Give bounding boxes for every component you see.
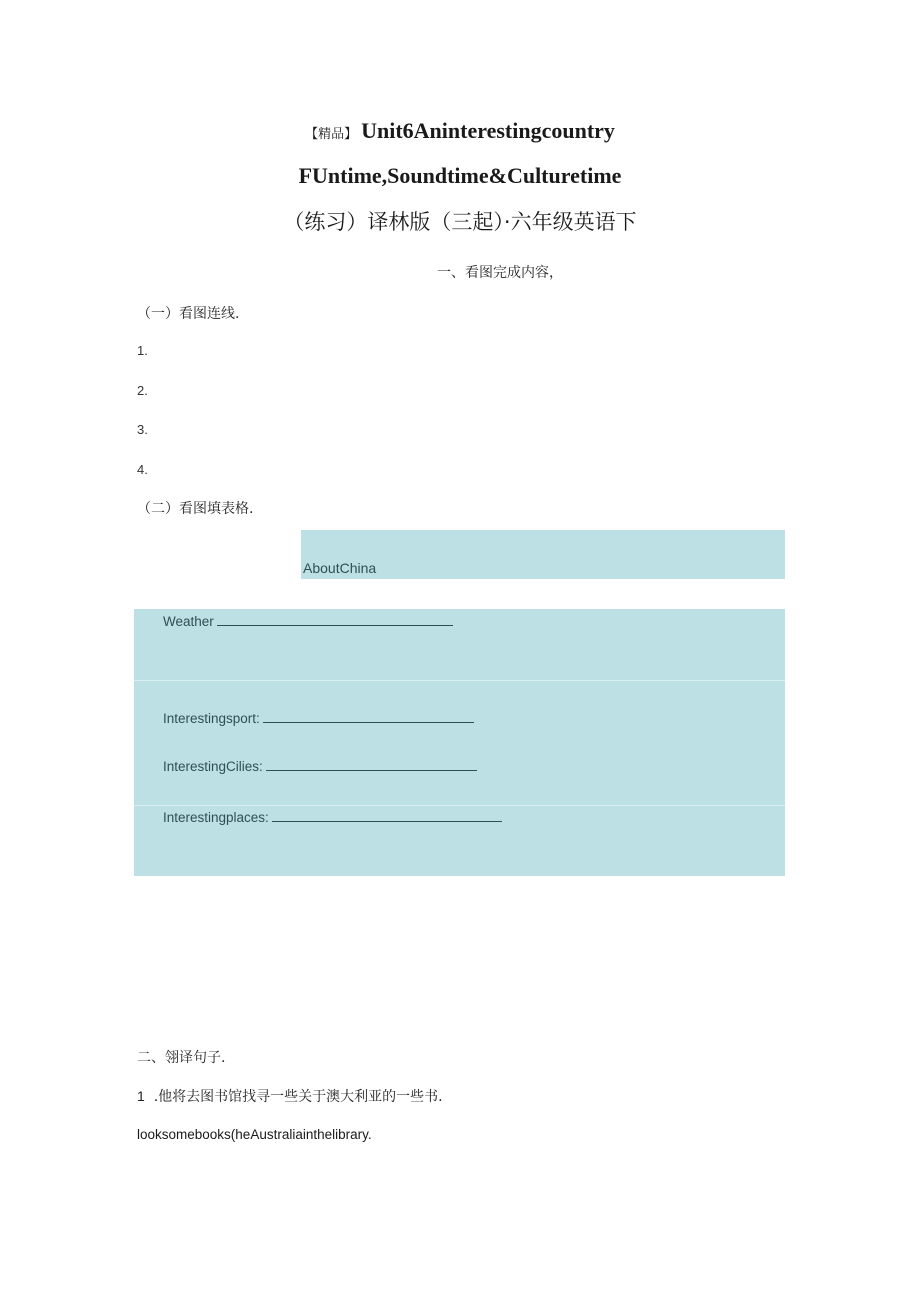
title-unit: Unit6Aninterestingcountry — [361, 118, 615, 143]
title-prefix: 【精品】 — [305, 127, 358, 142]
sport-blank[interactable] — [263, 710, 474, 723]
question-1-chinese: .他将去图书馆找寻一些关于澳大利亚的一些书. — [153, 1089, 443, 1105]
places-field — [163, 809, 502, 825]
table-divider — [134, 680, 785, 681]
table-title-box — [301, 530, 785, 579]
info-table — [134, 609, 785, 876]
places-blank[interactable] — [272, 809, 502, 822]
question-1-number: 1 — [137, 1088, 145, 1104]
weather-blank[interactable] — [217, 613, 453, 626]
match-item-2: 2. — [137, 383, 148, 398]
cities-blank[interactable] — [266, 758, 477, 771]
sub2-heading: （二）看图填表格. — [137, 501, 254, 517]
table-title: AboutChina — [303, 560, 377, 576]
title-line-3: （练习）译林版（三起）·六年级英语下 — [283, 210, 637, 234]
sport-label: Interestingsport: — [163, 711, 260, 726]
question-1-english: looksomebooks(heAustraliainthelibrary. — [137, 1127, 372, 1142]
weather-label: Weather — [163, 614, 214, 629]
sport-field — [163, 710, 474, 726]
title-line-2: FUntime,Soundtime&Culturetime — [298, 163, 622, 188]
table-divider — [134, 805, 785, 806]
sub1-heading: （一）看图连线. — [137, 306, 240, 322]
part1-heading: 一、看图完成内容， — [437, 265, 563, 281]
match-item-3: 3. — [137, 422, 148, 437]
title-line-1 — [0, 118, 920, 144]
part2-heading: 二、翎译句子. — [137, 1050, 226, 1066]
cities-field — [163, 758, 477, 774]
weather-field — [163, 613, 453, 629]
cities-label: InterestingCilies: — [163, 759, 263, 774]
match-item-4: 4. — [137, 462, 148, 477]
places-label: Interestingplaces: — [163, 810, 269, 825]
match-item-1: 1. — [137, 343, 148, 358]
question-1 — [137, 1086, 443, 1106]
